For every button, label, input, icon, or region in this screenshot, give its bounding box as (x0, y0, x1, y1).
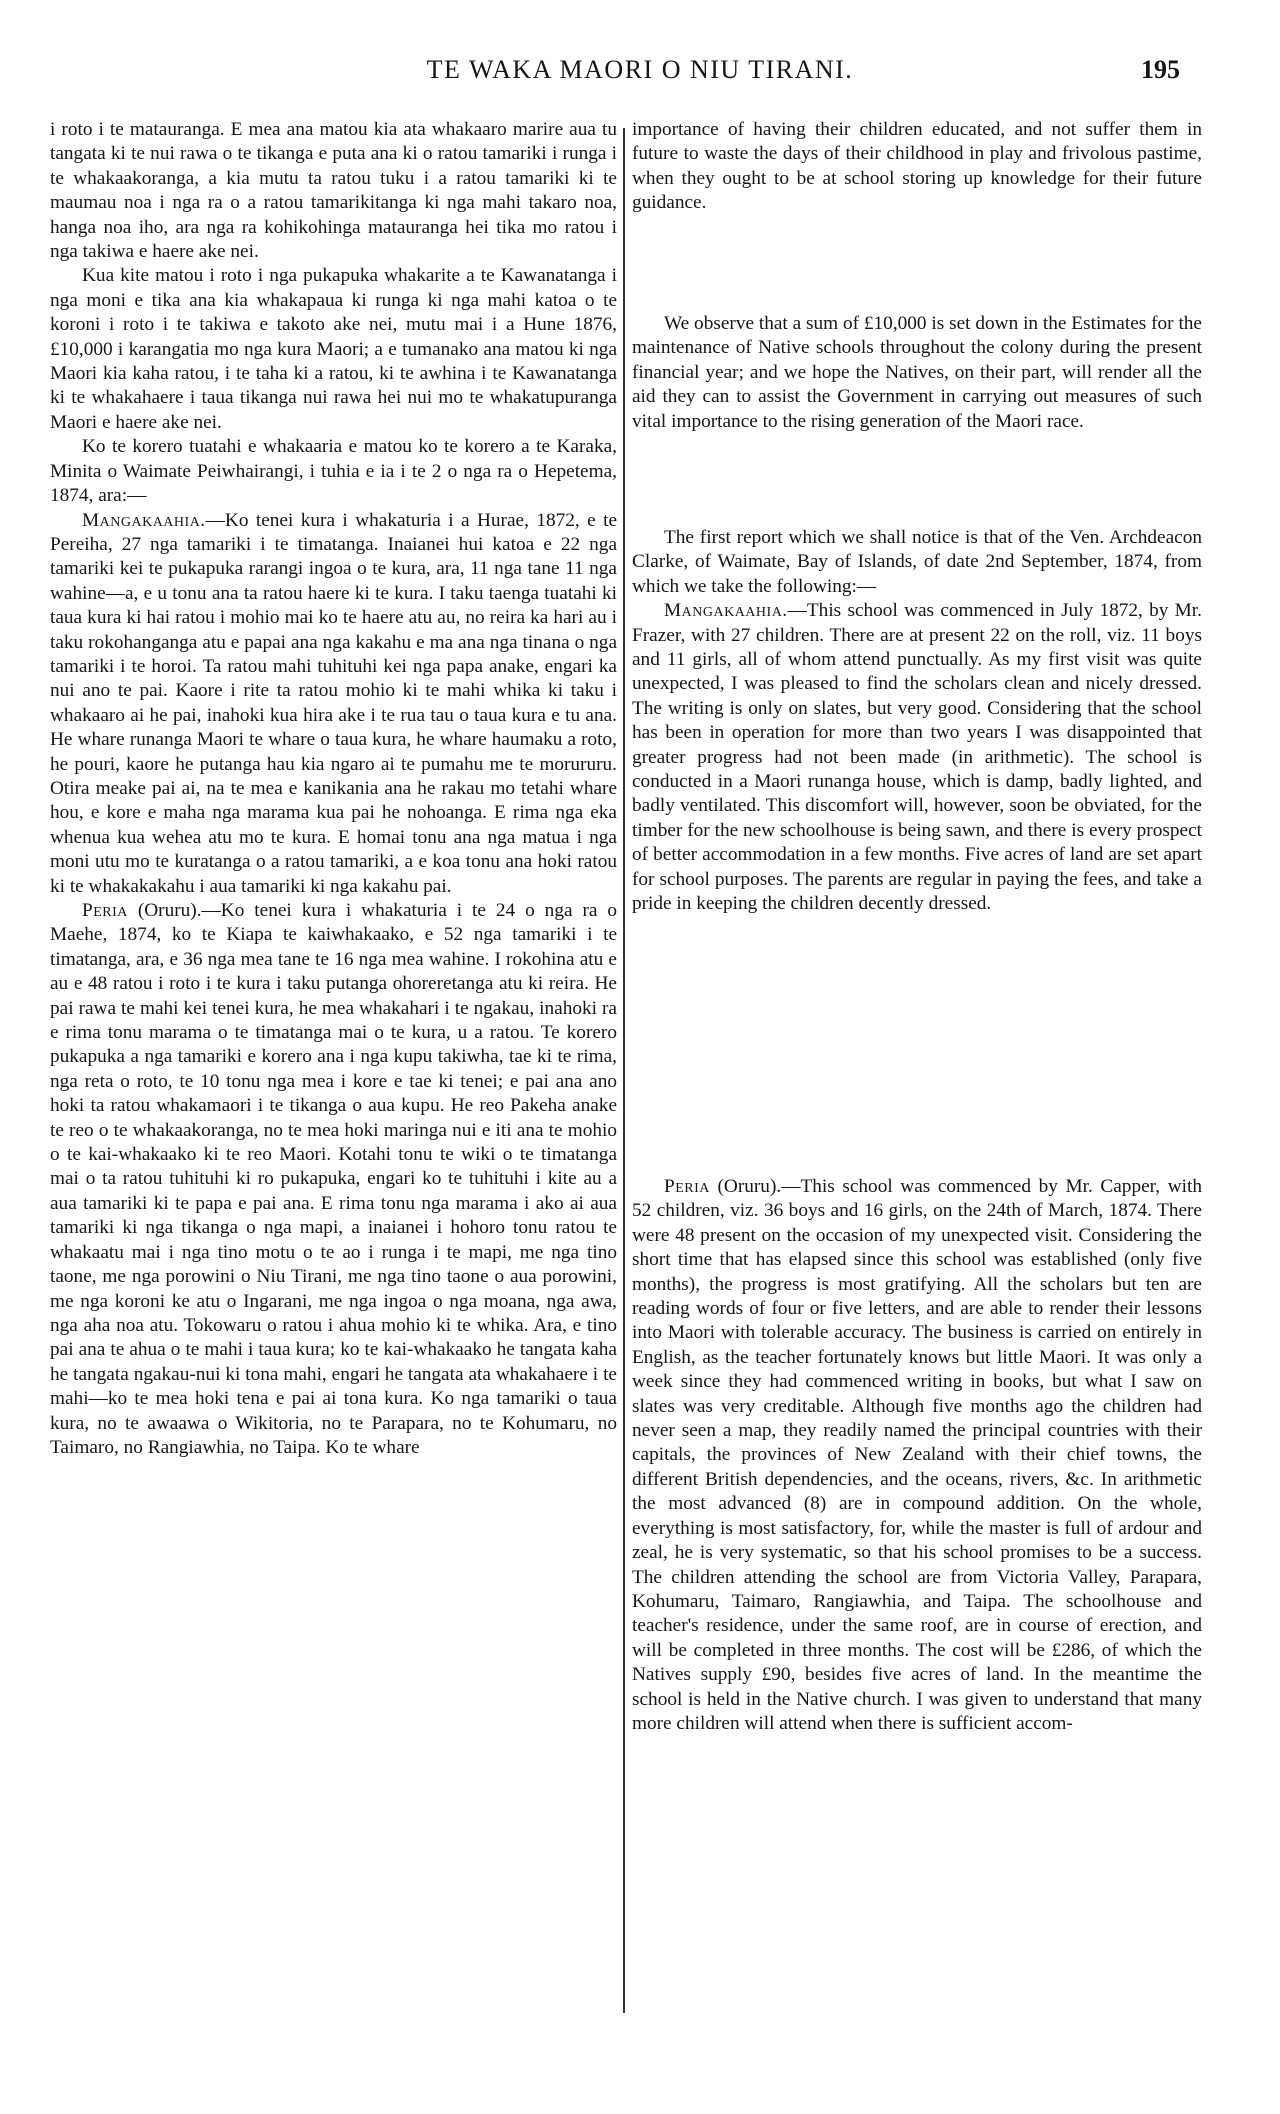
english-paragraph-2: We observe that a sum of £10,000 is set down in the Estimates for the maintenance of Native schools throughout the colony during the present financial year; and we hope the Natives, on their part, will render all the aid they can to assist the Government in carrying out measures of such vital importance to the rising generation of the Maori race. (632, 313, 1202, 432)
english-block-4 (632, 1175, 1202, 1736)
english-paragraph-3: The first report which we shall notice is that of the Ven. Archdeacon Clarke, of Waimate, Bay of Islands, of date 2nd September, 1874, from which we take the following:— (632, 527, 1202, 597)
english-heading-mangakaahia: Mangakaahia. (664, 600, 788, 622)
maori-column (50, 118, 617, 1460)
maori-paragraph-mangakaahia (50, 509, 617, 900)
maori-paragraph-3: Ko te korero tuatahi e whakaaria e matou ko te korero a te Karaka, Minita o Waimate Peiwhairangi, i tuhia e ia i te 2 o nga ra o Hepetema, 1874, ara:— (50, 436, 617, 507)
maori-paragraph-peria (50, 899, 617, 1460)
section-heading-peria: Peria (82, 900, 128, 921)
english-heading-peria: Peria (664, 1176, 710, 1197)
english-block-3 (632, 526, 1202, 917)
maori-mangakaahia-body: —Ko tenei kura i whakaturia i a Hurae, 1872, e te Pereiha, 27 nga tamariki i te timatanga. Inaianei hui katoa e 22 nga tamariki kei te pukapuka rarangi ingoa o te kura, ara, 11 nga tane 11 nga wahine—a, e u tonu ana ta ratou haere ki te kura. I taku taenga tuatahi ki taua kura ki hai ratou i mohio mai ko te haere atu au, no reira ka hari au i taku rokohanganga atu e papai ana nga kakahu e ma ana nga tinana o nga tamariki i te horoi. Ta ratou mahi tuhituhi kei nga papa anake, engari ka nui ano te pai. Kaore i rite ta ratou mohio ki te mahi whika ki taku i whakaaro ai he pai, inahoki kua hira ake i te rua tau o taua kura e tu ana. He whare runanga Maori te whare o taua kura, he whare haumaku a roto, he pouri, kaore he putanga hau kia ngaro ai te pumahu me te morururu. Otira meake pai ai, na te mea e kanikania ana he rakau mo tetahi whare hou, e kore e maha nga marama kua pai he nohoanga. E rima nga eka whenua kua wehea atu mo te kura. E homai tonu ana nga matua i nga moni utu mo te kuratanga o a ratou tamariki, a e koa tonu ana hoki ratou ki te whakakakahu i aua tamariki ki nga kakahu pai. (50, 509, 617, 897)
english-block-1 (632, 118, 1202, 216)
maori-peria-body: (Oruru).—Ko tenei kura i whakaturia i te 24 o nga ra o Maehe, 1874, ko te Kiapa te kaiwhakaako, e 52 nga tamariki i te timatanga, ara, e 36 nga mea tane te 16 nga mea wahine. I rokohina atu e au e 48 ratou i roto i te kura i taku putanga ohoreretanga atu ki reira. He pai rawa te mahi kei tenei kura, he mea whakahari i te ngakau, inahoki ra e rima tonu marama o te timatanga mai o te kura, u a ratou. Te korero pukapuka a nga tamariki e korero ana i nga kupu takiwha, tae ki te rima, nga reta o roto, te 10 tonu nga mea i kore e tae ki tenei; e pai ana ano hoki ta ratou whakamaori i te tikanga o aua kupu. He reo Pakeha anake te reo o te whakaakoranga, no te mea hoki maringa nui e iti ana te mohio o te kai-whakaako ki te reo Maori. Kotahi tonu te wiki o te timatanga mai o ta ratou tuhituhi ki ro pukapuka, engari ko te tuhituhi i kite au a aua tamariki ki te papa e pai ana. E rima tonu nga marama i ako ai aua tamariki ki nga tikanga o nga mapi, a inaianei i hohoro tonu ratou te whakaatu mai i nga tino motu o te ao i runga i te mapi, me nga tino taone, me nga porowini o Niu Tirani, me nga tino taone o aua porowini, me nga koroni ke atu o Ingarani, me nga ingoa o nga moana, nga awa, nga aha noa atu. Tokowaru o ratou i ahua mohio ki te whika. Ara, e tino pai ana te ahua o te mahi i taua kura; ko te kai-whakaako he tangata kaha he tangata ngakau-nui ki tona mahi, engari he tangata ata whakahaere i te mahi—ko te mea hoki tena e pai ai tona kura. Ko nga tamariki o taua kura, no te awaawa o Wikitoria, no te Parapara, no te Kohumaru, no Taimaro, no Rangiawhia, no Taipa. Ko te whare (50, 900, 617, 1458)
english-peria-body: (Oruru).—This school was commenced by Mr. Capper, with 52 children, viz. 36 boys and 16 girls, on the 24th of March, 1874. There were 48 present on the occasion of my unexpected visit. Considering the short time that has elapsed since this school was established (only five months), the progress is most gratifying. All the scholars but ten are reading words of four or five letters, and are able to render their lessons into Maori with tolerable accuracy. The business is carried on entirely in English, as the teacher fortunately knows but little Maori. It was only a week since they had commenced writing in books, but what I saw on slates was very creditable. Although five months ago the children had never seen a map, they readily named the principal countries with their capitals, the provinces of New Zealand with their chief towns, the different British dependencies, and the oceans, rivers, &c. In arithmetic the most advanced (8) are in compound addition. On the whole, everything is most satisfactory, for, while the master is full of ardour and zeal, he is very systematic, so that his school promises to be a success. The children attending the school are from Victoria Valley, Parapara, Kohumaru, Taimaro, Rangiawhia, and Taipa. The schoolhouse and teacher's residence, under the same roof, are in course of erection, and will be completed in three months. The cost will be £286, of which the Natives supply £90, besides five acres of land. In the meantime the school is held in the Native church. I was given to understand that many more children will attend when there is sufficient accom- (632, 1176, 1202, 1734)
column-divider (623, 128, 625, 2013)
english-paragraph-mangakaahia (632, 599, 1202, 916)
english-block-2 (632, 312, 1202, 434)
page-header (0, 55, 1280, 95)
english-paragraph-1: importance of having their children educated, and not suffer them in future to waste the days of their childhood in play and frivolous pastime, when they ought to be at school storing up knowledge for their future guidance. (632, 119, 1202, 214)
english-paragraph-peria (632, 1175, 1202, 1736)
section-heading-mangakaahia: Mangakaahia. (82, 509, 206, 531)
maori-paragraph-2: Kua kite matou i roto i nga pukapuka whakarite a te Kawanatanga i nga moni e tika ana kia whakapaua ki runga ki nga mahi katoa o te koroni i roto i te takiwa e takoto ake nei, mutu mai i a Hune 1876, £10,000 i karangatia mo nga kura Maori; a e tumanako ana matou ki nga Maori kia kaha ratou, i te taha ki a ratou, ki te awhina i te Kawanatanga ki te whakahaere i taua tikanga nui rawa hei nui mo te whakatupuranga Maori e haere ake nei. (50, 265, 617, 433)
english-mangakaahia-body: —This school was commenced in July 1872, by Mr. Frazer, with 27 children. There are at present 22 on the roll, viz. 11 boys and 11 girls, all of whom attend punctually. As my first visit was quite unexpected, I was pleased to find the scholars clean and nicely dressed. The writing is only on slates, but very good. Considering that the school has been in operation for more than two years I was disappointed that greater progress had not been made (in arithmetic). The school is conducted in a Maori runanga house, which is damp, badly lighted, and badly ventilated. This discomfort will, however, soon be obviated, for the timber for the new schoolhouse is being sawn, and there is every prospect of better accommodation in a few months. Five acres of land are set apart for school purposes. The parents are regular in paying the fees, and take a pride in keeping the children decently dressed. (632, 600, 1202, 915)
page-number: 195 (1141, 55, 1180, 84)
maori-paragraph-1: i roto i te matauranga. E mea ana matou kia ata whakaaro marire aua tu tangata ki te nui rawa o te tikanga e puta ana ki o ratou tamariki i runga i te whakaakoranga, a kia mutu ta ratou tuku i a ratou tamariki ki te maumau noa i nga ra o a ratou tamarikitanga ki nga mahi takaro noa, hanga noa iho, ara nga ra kohikohinga matauranga hei tika mo ratou i nga takiwa e haere ake nei. (50, 119, 617, 263)
running-title: TE WAKA MAORI O NIU TIRANI. (426, 55, 854, 84)
